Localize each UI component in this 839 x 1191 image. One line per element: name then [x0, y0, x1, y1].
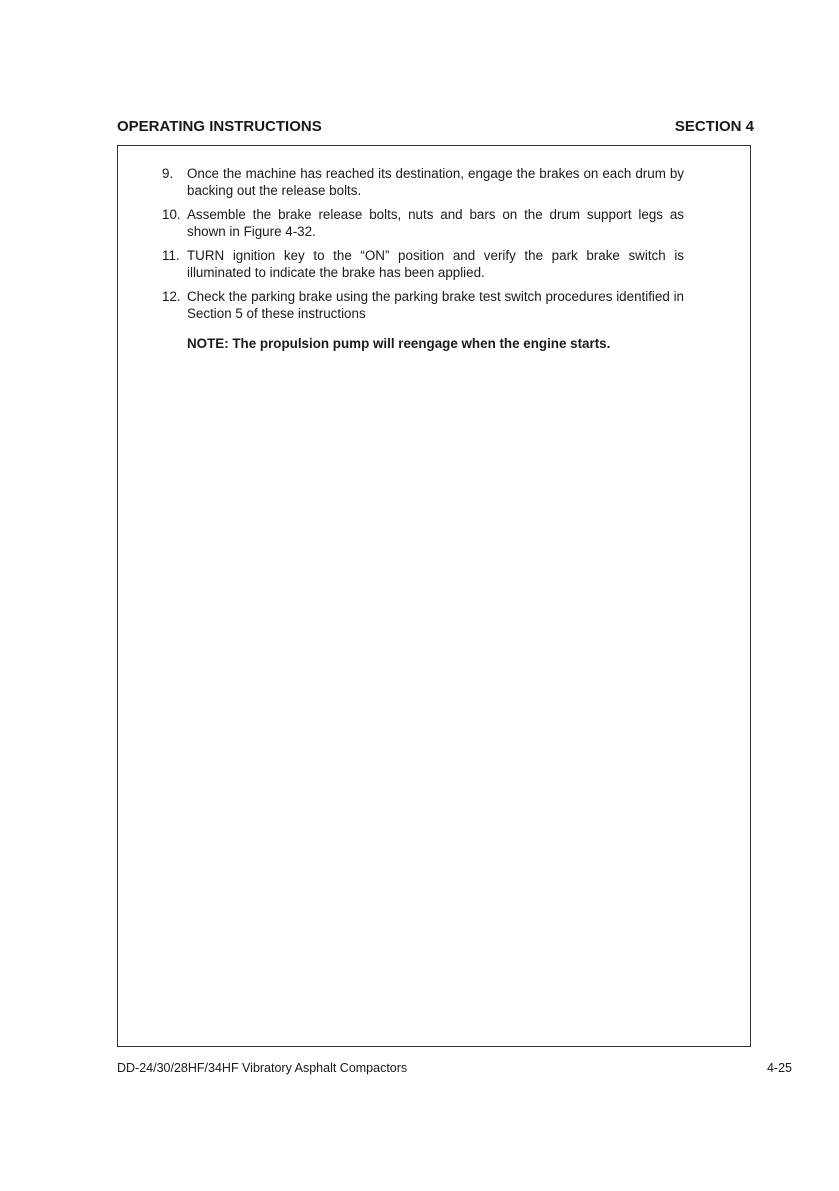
page-header-section: SECTION 4	[674, 118, 754, 135]
step-number: 12.	[162, 289, 181, 304]
footer-product-name: DD-24/30/28HF/34HF Vibratory Asphalt Compactors	[117, 1061, 408, 1075]
page-header-title: OPERATING INSTRUCTIONS	[117, 118, 322, 135]
step-item	[162, 288, 684, 322]
step-number: 10.	[162, 207, 181, 222]
instruction-steps	[162, 165, 684, 352]
note-text: NOTE: The propulsion pump will reengage when the engine starts.	[187, 336, 611, 351]
step-number: 11.	[162, 248, 180, 263]
step-text: Check the parking brake using the parking brake test switch procedures identified in Section 5 of these instructions	[187, 289, 684, 321]
footer-page-number: 4-25	[766, 1061, 792, 1075]
step-item	[162, 206, 684, 240]
step-text: TURN ignition key to the “ON” position and verify the park brake switch is illuminated to indicate the brake has been applied.	[187, 248, 684, 280]
step-text: Once the machine has reached its destination, engage the brakes on each drum by backing out the release bolts.	[187, 166, 684, 198]
step-item	[162, 247, 684, 281]
step-item	[162, 165, 684, 199]
step-number: 9.	[162, 166, 174, 181]
step-text: Assemble the brake release bolts, nuts and bars on the drum support legs as shown in Figure 4-32.	[187, 207, 684, 239]
